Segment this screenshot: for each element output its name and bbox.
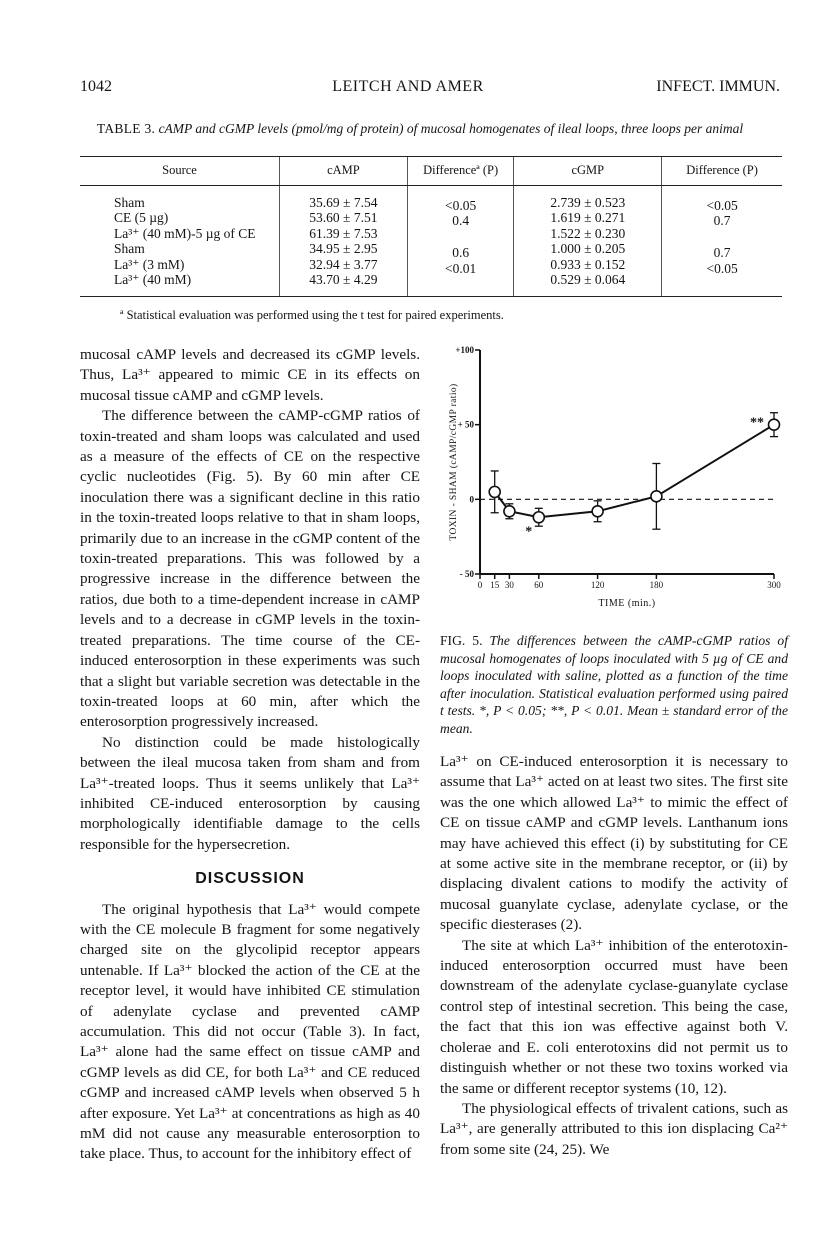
paragraph: The site at which La³⁺ inhibition of the enterotoxin-induced enterosorption occurred must have been downstream of the adenylate cyclase-guanylate cyclase control step of intestinal secretion. This being the case, the fact that this ion was effective against both V. cholerae and E. coli enterotoxins did not permit us to distinguish whether or not these two toxins worked via the same or different receptor systems (10, 12). [440,936,788,1097]
paragraph: The original hypothesis that La³⁺ would compete with the CE molecule B fragment for some negatively charged site on the glycolipid receptor appears untenable. If La³⁺ blocked the action of the CE at the receptor level, it would have inhibited CE stimulation of adenylate cyclase and prevented cAMP accumulation. This did not occur (Table 3). In fact, La³⁺ alone had the same effect on tissue cAMP and cGMP levels as did CE, for both La³⁺ and CE reduced cGMP and increased cAMP levels when observed 5 h after exposure. Yet La³⁺ at concentrations as high as 40 mM did not cause any measurable enterosorption to take place. Thus, to account for the inhibitory effect of [80,900,420,1163]
cell-source: Sham [114,241,145,257]
diff-value: <0.05 [706,260,738,276]
data-table [80,156,782,297]
y-tick-label: +100 [455,345,474,355]
y-axis-label: TOXIN - SHAM (cAMP/cGMP ratio) [449,383,459,541]
right-column [440,752,788,1160]
x-tick-label: 0 [477,580,483,590]
data-point [769,419,780,430]
cell-source: Sham [114,195,145,210]
cell-source: La³⁺ (40 mM)-5 µg of CE [114,225,256,241]
cell-diff-camp-group2 [407,241,514,297]
x-tick-label: 180 [649,580,664,590]
diff-value: <0.05 [445,198,477,213]
cell-camp: 61.39 ± 7.53 [279,226,407,241]
cell-diff-cgmp-group1 [662,186,782,242]
figure-caption [440,632,788,738]
x-tick-label: 15 [490,580,500,590]
cell-camp: 53.60 ± 7.51 [279,210,407,225]
table-row [80,186,782,211]
diff-value: <0.05 [706,198,738,213]
x-axis-label: TIME (min.) [598,598,656,609]
paragraph: The physiological effects of trivalent cations, such as La³⁺, are generally attributed to this ion displacing Ca²⁺ from some site (24, 25). We [440,1099,788,1158]
figure-label: FIG. 5. [440,633,483,648]
figure-5-chart [428,338,788,610]
cell-camp: 34.95 ± 2.95 [279,241,407,256]
journal-name: INFECT. IMMUN. [656,78,780,95]
table-label: TABLE 3. [96,121,156,136]
diff-value: 0.7 [713,245,731,261]
table-row [80,241,782,256]
cell-cgmp: 1.619 ± 0.271 [514,210,662,225]
table-caption [80,120,760,137]
table-header-row [80,157,782,186]
x-tick-label: 30 [504,580,514,590]
cell-cgmp: 2.739 ± 0.523 [514,186,662,211]
diff-value: 0.4 [452,213,470,229]
plot-area [448,345,781,609]
x-tick-label: 120 [590,580,605,590]
y-tick-label: + 50 [457,419,474,430]
cell-source: La³⁺ (3 mM) [114,256,185,272]
cell-camp: 35.69 ± 7.54 [279,186,407,211]
running-authors: LEITCH AND AMER [332,78,484,95]
x-tick-label: 300 [767,580,781,590]
col-header-cgmp: cGMP [514,157,662,186]
cell-diff-camp-group1 [407,186,514,242]
paragraph: mucosal cAMP levels and decreased its cGMP levels. Thus, La³⁺ appeared to mimic CE in its effects on mucosal tissue cAMP and cGMP levels. [80,346,420,404]
data-point [489,486,500,497]
data-point [651,491,662,502]
col-header-camp: cAMP [279,157,407,186]
table-title: cAMP and cGMP levels (pmol/mg of protein) of mucosal homogenates of ileal loops, three loops per animal [158,121,744,136]
page-number: 1042 [80,78,112,95]
diff-value: 0.6 [452,245,470,261]
col-header-source: Source [80,157,279,186]
figure-caption-text: The differences between the cAMP-cGMP ratios of mucosal homogenates of loops inoculated with 5 µg of CE and loops inoculated with saline, plotted as a function of the time after inoculation. Statistical evaluation performed using paired t tests. *, P < 0.05; **, P < 0.01. Mean ± standard error of the mean. [440,633,788,736]
section-heading: DISCUSSION [195,870,305,888]
cell-camp: 32.94 ± 3.77 [279,257,407,272]
paragraph: La³⁺ on CE-induced enterosorption it is necessary to assume that La³⁺ acted on at least two sites. The first site was the one which allowed La³⁺ to mimic the effect of CE on tissue cAMP and cGMP levels. Lanthanum ions may have achieved this effect (i) by substituting for CE at some active site in the membrane receptor, or (ii) by displacing divalent cations to modify the activity of mucosal guanylate cyclase, adenylate cyclase, or the specific diesterases (2). [440,753,788,934]
data-point [592,506,603,517]
y-tick-label: - 50 [459,569,474,579]
cell-cgmp: 0.529 ± 0.064 [514,272,662,297]
col-header-diff-cgmp: Difference (P) [662,157,782,186]
left-column [80,345,420,1165]
diff-value: 0.7 [713,213,731,229]
cell-cgmp: 1.000 ± 0.205 [514,241,662,256]
paragraph: No distinction could be made histologically between the ileal mucosa taken from sham and from La³⁺-treated loops. Thus it seems unlikely that La³⁺ inhibited CE-induced enterosorption by causing morphologically identifiable damage to the cells responsible for the hypersecretion. [80,733,420,853]
data-point [504,506,515,517]
y-tick-label: 0 [469,494,474,505]
cell-diff-cgmp-group2 [662,241,782,297]
x-tick-label: 60 [534,580,544,590]
significance-mark: ** [750,415,764,431]
data-point [533,512,544,523]
diff-value: <0.01 [445,260,477,276]
cell-cgmp: 1.522 ± 0.230 [514,226,662,241]
cell-camp: 43.70 ± 4.29 [279,272,407,297]
series-line [495,425,774,518]
table-footnote: ª Statistical evaluation was performed using the t test for paired experiments. [120,308,504,322]
cell-cgmp: 0.933 ± 0.152 [514,257,662,272]
cell-source: CE (5 µg) [114,210,169,226]
paragraph: The difference between the cAMP-cGMP ratios of toxin-treated and sham loops was calculated and used as a measure of the effects of CE on the respective cyclic nucleotides (Fig. 5). By 60 min after CE inoculation there was a significant decline in this ratio in the toxin-treated loops relative to that in sham loops, primarily due to an increase in the cGMP content of the toxin-treated preparations. This was followed by a progressive increase in the difference between the ratios, due both to a time-dependent increase in cAMP levels and to a decrease in cGMP levels in the toxin-treated preparations. The time course of the CE-induced enterosorption in these experiments was such that a slight but variable secretion was detectable in the toxin-treated loops at 60 min, after which the enterosorption progressively increased. [80,407,420,731]
cell-source: La³⁺ (40 mM) [80,272,279,297]
significance-mark: * [525,524,533,540]
col-header-diff-camp: Differenceª (P) [407,157,514,186]
